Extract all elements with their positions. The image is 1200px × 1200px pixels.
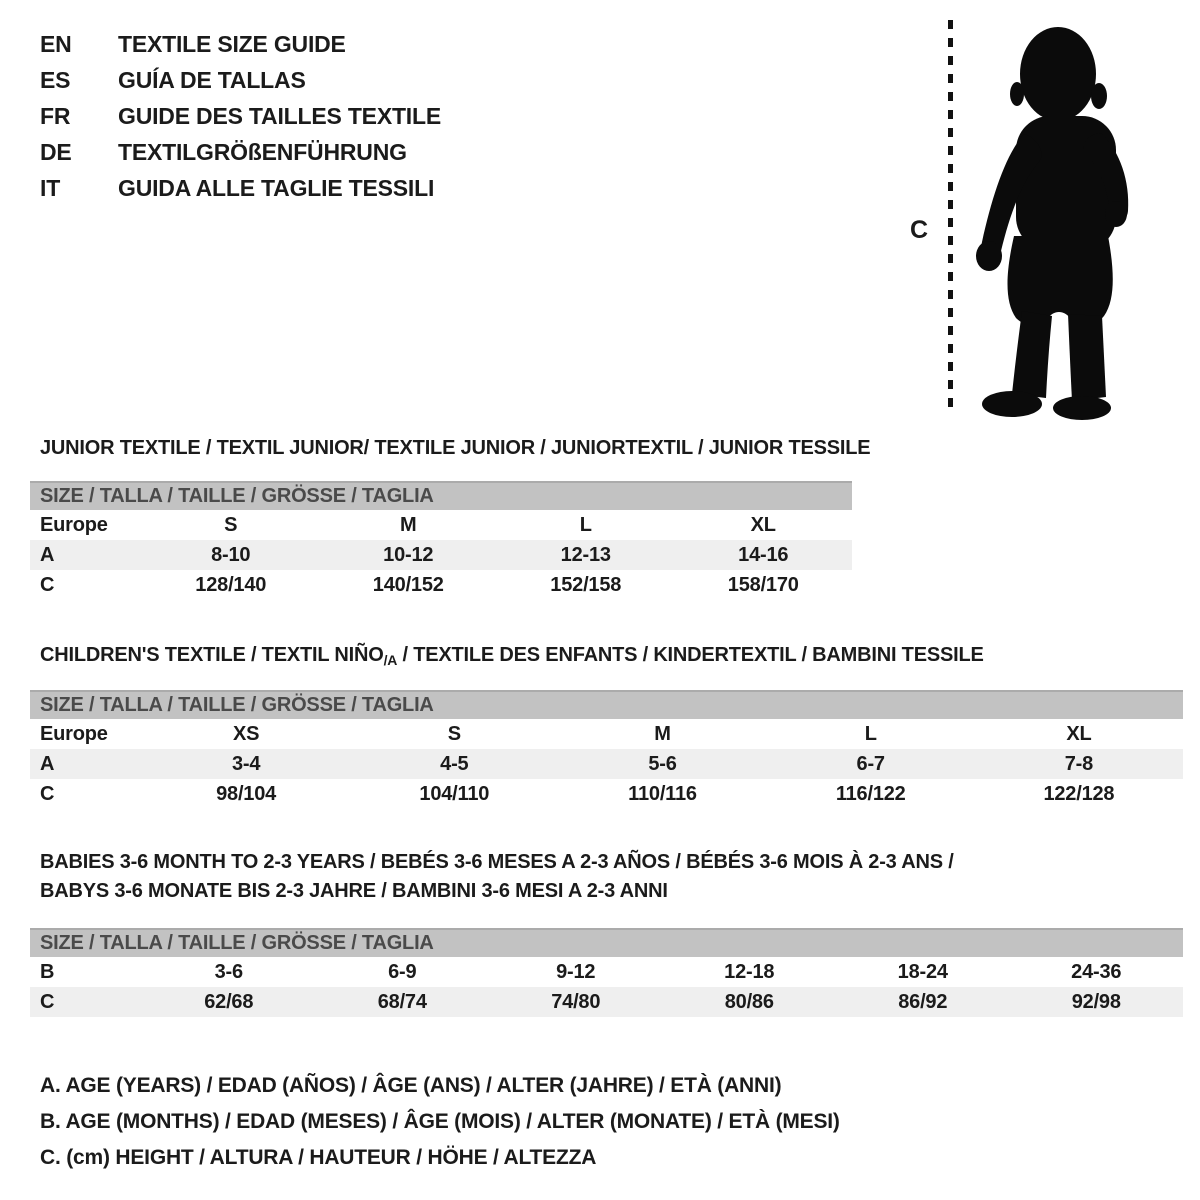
language-code: IT [40, 175, 61, 201]
children-section-title [40, 643, 984, 672]
children-title-text: / TEXTILE DES ENFANTS / KINDERTEXTIL / BAMBINI TESSILE [397, 644, 984, 666]
row-label: C [40, 783, 55, 805]
note-height-cm: C. (cm) HEIGHT / ALTURA / HAUTEUR / HÖHE / ALTEZZA [40, 1146, 597, 1169]
row-label: A [40, 753, 55, 775]
table-row [30, 957, 1183, 987]
height-value: 122/128 [1043, 783, 1115, 805]
language-row [40, 26, 441, 62]
height-measure-label: C [910, 216, 928, 244]
age-value: 6-9 [388, 961, 417, 983]
language-row [40, 62, 441, 98]
language-code: FR [40, 103, 71, 129]
age-value: 4-5 [440, 753, 469, 775]
height-value: 80/86 [724, 991, 774, 1013]
language-title-list [40, 26, 441, 206]
babies-title-line1: BABIES 3-6 MONTH TO 2-3 YEARS / BEBÉS 3-6 MESES A 2-3 AÑOS / BÉBÉS 3-6 MOIS À 2-3 ANS / [40, 851, 954, 873]
babies-size-table [30, 957, 1183, 1017]
language-row [40, 170, 441, 206]
junior-section-title: JUNIOR TEXTILE / TEXTIL JUNIOR/ TEXTILE JUNIOR / JUNIORTEXTIL / JUNIOR TESSILE [40, 437, 871, 459]
size-value: S [224, 514, 238, 536]
size-value: M [654, 723, 671, 745]
size-value: S [447, 723, 461, 745]
height-value: 68/74 [377, 991, 427, 1013]
children-title-suffix: /A [383, 652, 398, 668]
height-value: 86/92 [898, 991, 948, 1013]
legend-notes [40, 1068, 840, 1176]
children-size-table [30, 719, 1183, 809]
age-value: 24-36 [1071, 961, 1122, 983]
height-value: 62/68 [204, 991, 254, 1013]
age-value: 9-12 [556, 961, 596, 983]
size-value: L [864, 723, 877, 745]
height-value: 104/110 [419, 783, 490, 805]
language-code: EN [40, 31, 72, 57]
junior-size-header-bar: SIZE / TALLA / TAILLE / GRÖSSE / TAGLIA [30, 481, 852, 510]
junior-size-table [30, 510, 852, 600]
table-row [30, 779, 1183, 809]
height-value: 98/104 [216, 783, 277, 805]
note-age-years: A. AGE (YEARS) / EDAD (AÑOS) / ÂGE (ANS) / ALTER (JAHRE) / ETÀ (ANNI) [40, 1074, 782, 1097]
note-age-months: B. AGE (MONTHS) / EDAD (MESES) / ÂGE (MOIS) / ALTER (MONATE) / ETÀ (MESI) [40, 1110, 840, 1133]
children-title-text: CHILDREN'S TEXTILE / TEXTIL NIÑO [40, 644, 384, 666]
language-code: ES [40, 67, 71, 93]
height-value: 116/122 [835, 783, 906, 805]
row-label: Europe [40, 723, 108, 745]
table-row [30, 510, 852, 540]
age-value: 7-8 [1064, 753, 1094, 775]
row-label: C [40, 574, 55, 596]
table-row [30, 749, 1183, 779]
size-value: M [400, 514, 417, 536]
size-value: XL [1066, 723, 1092, 745]
guide-title: TEXTILGRÖßENFÜHRUNG [118, 139, 407, 165]
height-value: 128/140 [195, 574, 267, 596]
row-label: A [40, 544, 55, 566]
row-label: C [40, 991, 55, 1013]
language-row [40, 98, 441, 134]
guide-title: TEXTILE SIZE GUIDE [118, 31, 346, 57]
age-value: 8-10 [211, 544, 251, 566]
guide-title: GUIDA ALLE TAGLIE TESSILI [118, 175, 435, 201]
language-row [40, 134, 441, 170]
table-row [30, 987, 1183, 1017]
age-value: 14-16 [738, 544, 789, 566]
height-value: 110/116 [628, 783, 697, 805]
guide-title: GUÍA DE TALLAS [118, 67, 306, 93]
height-value: 140/152 [372, 574, 444, 596]
age-value: 3-6 [214, 961, 243, 983]
toddler-silhouette-icon [900, 10, 1160, 422]
age-value: 18-24 [897, 961, 948, 983]
age-value: 6-7 [856, 753, 885, 775]
height-measure-figure [900, 10, 1160, 422]
table-row [30, 719, 1183, 749]
age-value: 12-18 [724, 961, 775, 983]
guide-title: GUIDE DES TAILLES TEXTILE [118, 103, 441, 129]
babies-size-header-bar: SIZE / TALLA / TAILLE / GRÖSSE / TAGLIA [30, 928, 1183, 957]
row-label: Europe [40, 514, 108, 536]
language-code: DE [40, 139, 72, 165]
age-value: 3-4 [231, 753, 261, 775]
height-value: 74/80 [551, 991, 601, 1013]
babies-title-line2: BABYS 3-6 MONATE BIS 2-3 JAHRE / BAMBINI 3-6 MESI A 2-3 ANNI [40, 880, 668, 902]
height-value: 152/158 [550, 574, 622, 596]
table-row [30, 540, 852, 570]
row-label: B [40, 961, 55, 983]
babies-section-title [40, 850, 954, 908]
height-value: 158/170 [727, 574, 799, 596]
size-value: L [579, 514, 592, 536]
children-size-header-bar: SIZE / TALLA / TAILLE / GRÖSSE / TAGLIA [30, 690, 1183, 719]
height-value: 92/98 [1071, 991, 1121, 1013]
size-value: XL [750, 514, 776, 536]
age-value: 5-6 [648, 753, 677, 775]
age-value: 12-13 [560, 544, 611, 566]
table-row [30, 570, 852, 600]
size-value: XS [232, 723, 260, 745]
age-value: 10-12 [383, 544, 434, 566]
